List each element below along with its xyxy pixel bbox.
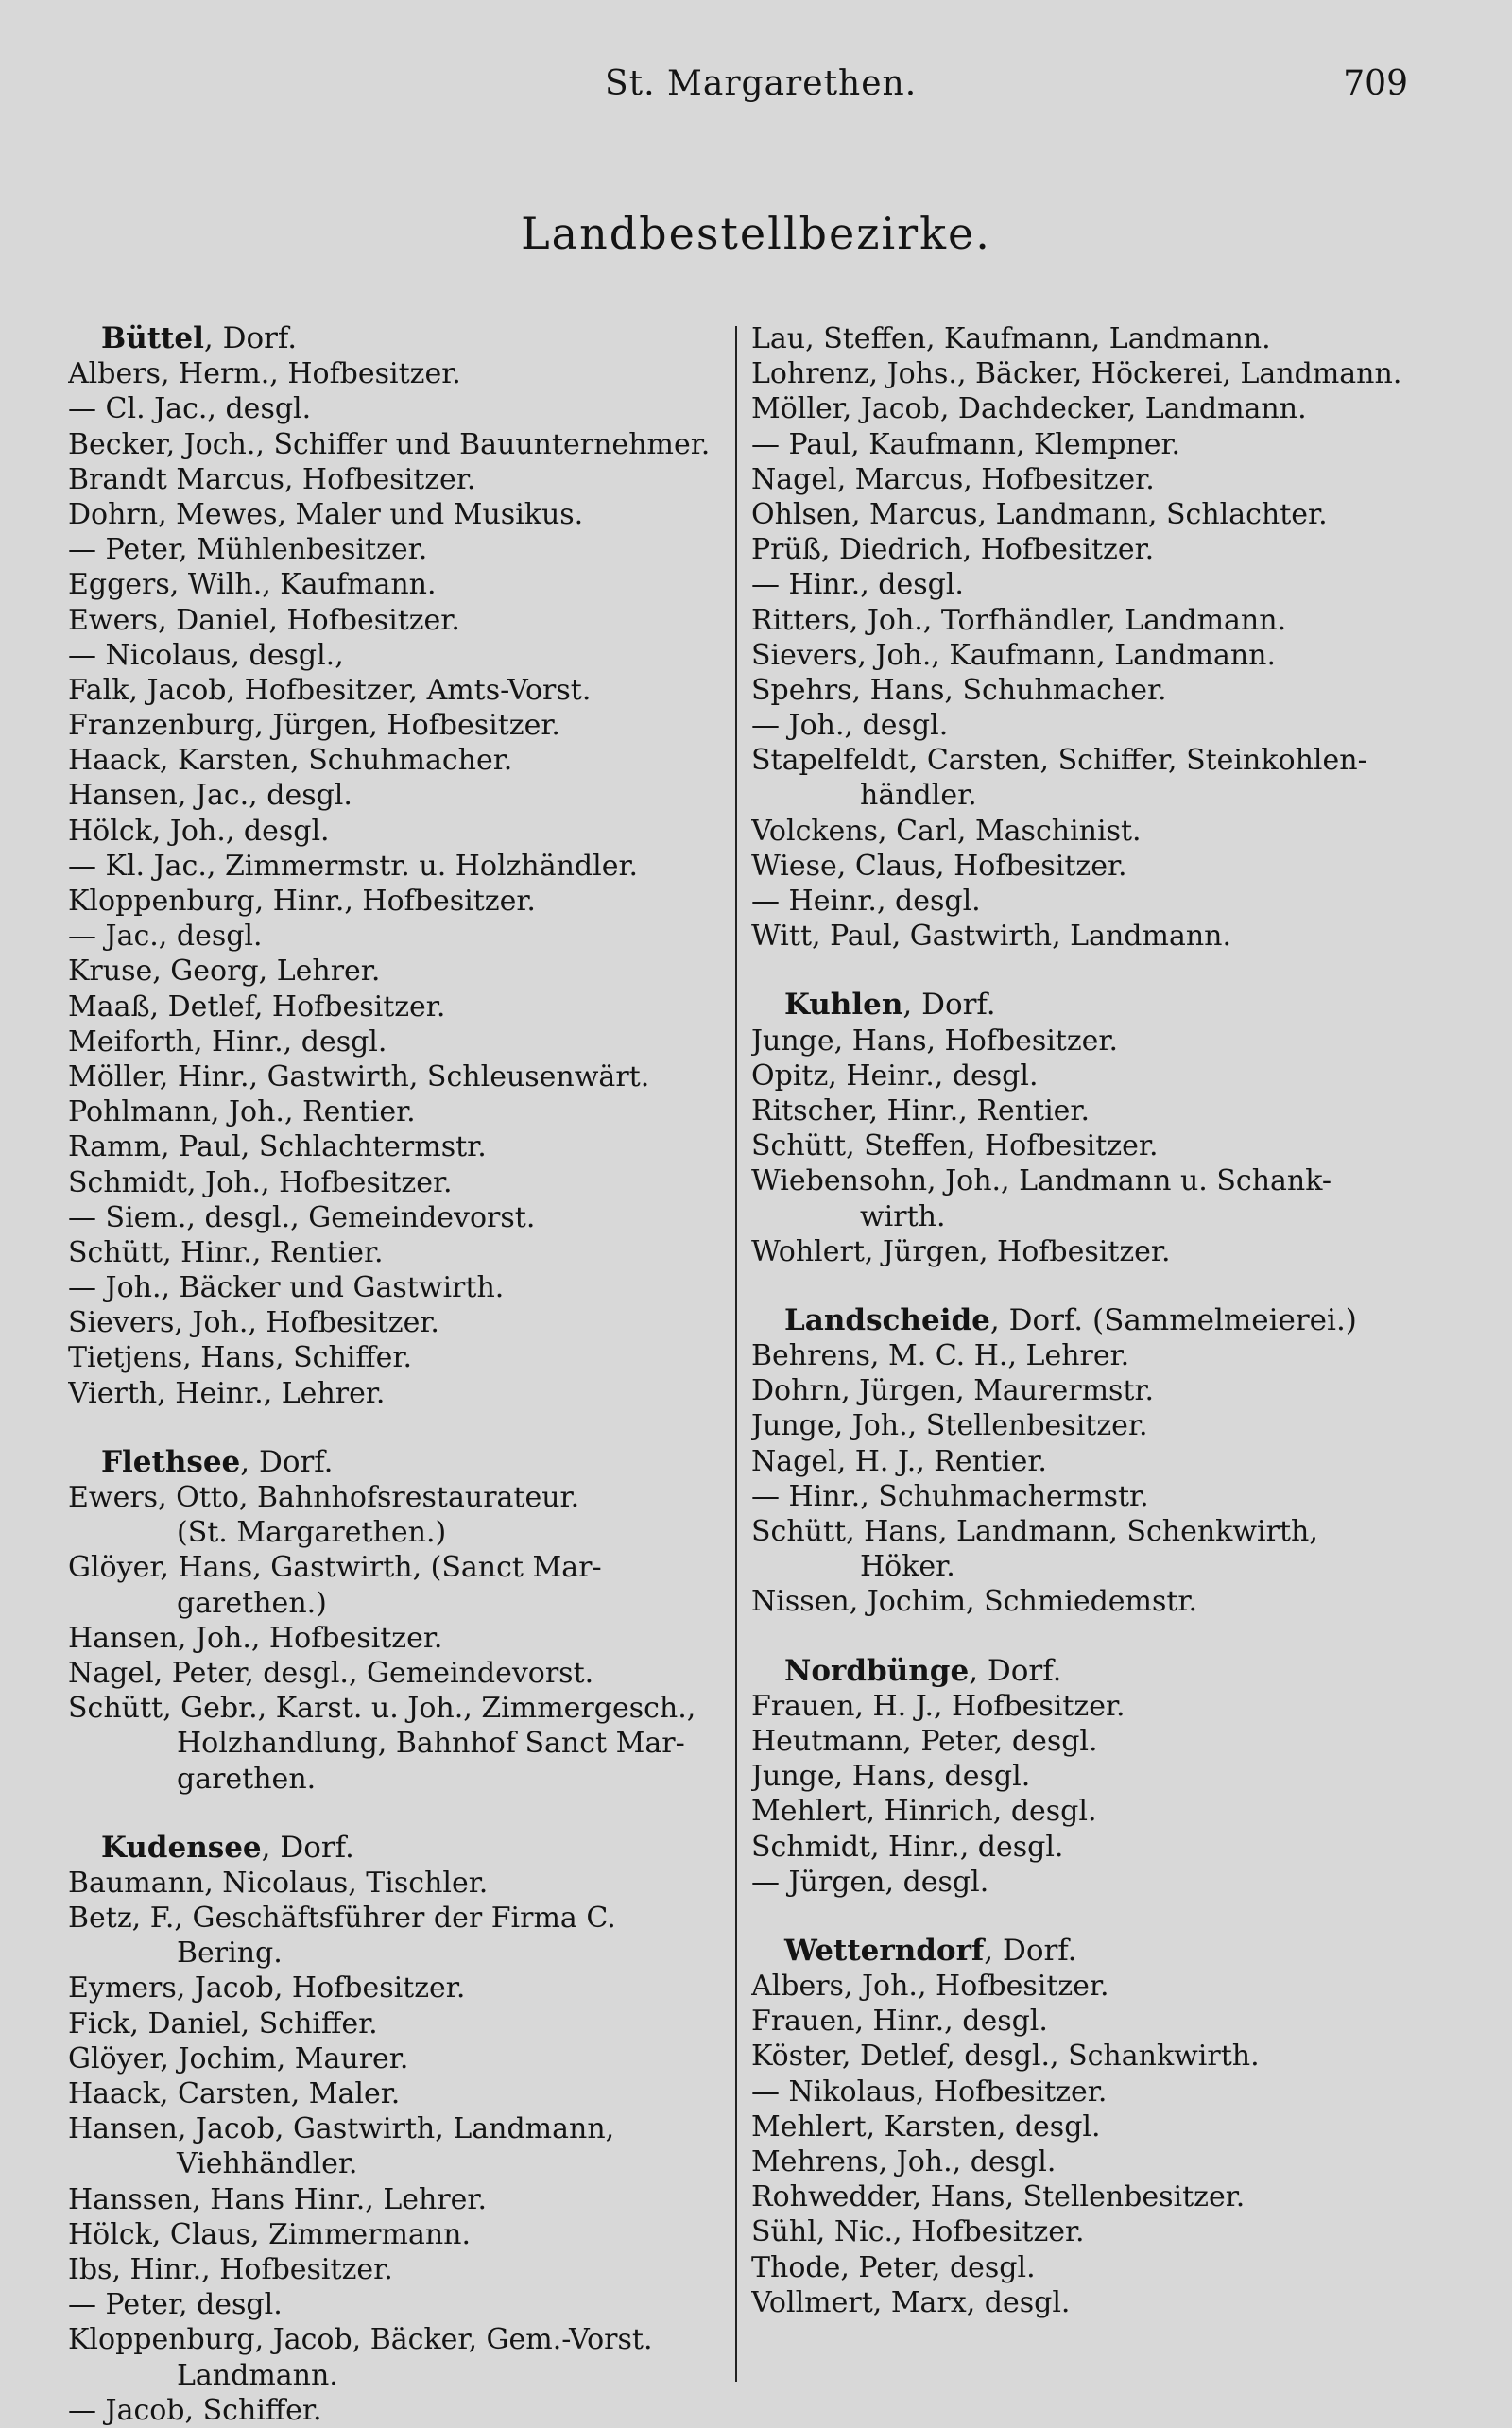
directory-entry: Nagel, Marcus, Hofbesitzer. bbox=[751, 462, 1155, 496]
directory-entry: Kloppenburg, Jacob, Bäcker, Gem.-Vorst. bbox=[68, 2323, 653, 2357]
directory-entry: Falk, Jacob, Hofbesitzer, Amts-Vorst. bbox=[68, 673, 592, 707]
entry-continuation: Viehhändler. bbox=[177, 2147, 358, 2181]
place-heading bbox=[751, 1654, 1413, 1689]
place-name: Kuhlen bbox=[784, 988, 903, 1023]
directory-entry: Spehrs, Hans, Schuhmacher. bbox=[751, 673, 1167, 707]
place-heading bbox=[751, 1934, 1413, 1969]
running-header bbox=[0, 64, 1512, 112]
directory-entry: Meiforth, Hinr., desgl. bbox=[68, 1025, 387, 1059]
place-type: , Dorf. bbox=[240, 1444, 334, 1479]
entry-continuation: händler. bbox=[860, 779, 977, 813]
directory-entry: Ramm, Paul, Schlachtermstr. bbox=[68, 1130, 487, 1164]
directory-entry: Junge, Hans, Hofbesitzer. bbox=[751, 1024, 1119, 1058]
place-name: Büttel bbox=[101, 321, 204, 355]
directory-entry: Fick, Daniel, Schiffer. bbox=[68, 2006, 378, 2041]
directory-entry: Sühl, Nic., Hofbesitzer. bbox=[751, 2215, 1085, 2249]
directory-entry: — Peter, desgl. bbox=[68, 2288, 283, 2322]
directory-entry: Albers, Herm., Hofbesitzer. bbox=[68, 357, 461, 391]
place-heading bbox=[751, 988, 1413, 1023]
directory-entry: — Jac., desgl. bbox=[68, 920, 263, 954]
directory-entry: Möller, Jacob, Dachdecker, Landmann. bbox=[751, 392, 1307, 426]
directory-entry: Sievers, Joh., Hofbesitzer. bbox=[68, 1306, 439, 1340]
left-column bbox=[68, 321, 730, 2428]
directory-entry: — Paul, Kaufmann, Klempner. bbox=[751, 427, 1181, 461]
directory-entry: Behrens, M. C. H., Lehrer. bbox=[751, 1339, 1130, 1373]
directory-entry: Nissen, Jochim, Schmiedemstr. bbox=[751, 1585, 1198, 1619]
directory-entry: Schütt, Steffen, Hofbesitzer. bbox=[751, 1129, 1159, 1163]
directory-entry: Baumann, Nicolaus, Tischler. bbox=[68, 1866, 489, 1900]
directory-entry: Ewers, Otto, Bahnhofsrestaurateur. bbox=[68, 1481, 580, 1514]
directory-entry: — Hinr., Schuhmachermstr. bbox=[751, 1479, 1149, 1513]
directory-entry: — Joh., Bäcker und Gastwirth. bbox=[68, 1271, 505, 1305]
place-type: , Dorf. bbox=[902, 988, 996, 1023]
directory-entry: Dohrn, Mewes, Maler und Musikus. bbox=[68, 497, 584, 531]
directory-entry: Schütt, Hans, Landmann, Schenkwirth, bbox=[751, 1515, 1318, 1548]
section-gap bbox=[68, 1797, 730, 1821]
directory-entry: Nagel, Peter, desgl., Gemeindevorst. bbox=[68, 1656, 594, 1690]
place-type: , Dorf. (Sammelmeierei.) bbox=[989, 1302, 1357, 1337]
directory-entry: Glöyer, Jochim, Maurer. bbox=[68, 2041, 409, 2075]
section-gap bbox=[68, 1411, 730, 1436]
entry-continuation: Landmann. bbox=[177, 2358, 338, 2392]
running-title: St. Margarethen. bbox=[605, 64, 918, 103]
directory-entry: — Heinr., desgl. bbox=[751, 885, 981, 918]
directory-entry: Frauen, Hinr., desgl. bbox=[751, 2005, 1048, 2039]
section-gap bbox=[751, 1269, 1413, 1294]
directory-entry: Mehrens, Joh., desgl. bbox=[751, 2145, 1057, 2178]
directory-entry: Schmidt, Hinr., desgl. bbox=[751, 1830, 1064, 1864]
directory-entry: Ibs, Hinr., Hofbesitzer. bbox=[68, 2252, 393, 2286]
directory-entry: Frauen, H. J., Hofbesitzer. bbox=[751, 1689, 1125, 1723]
directory-entry: — Nicolaus, desgl., bbox=[68, 638, 344, 672]
place-type: , Dorf. bbox=[969, 1653, 1062, 1688]
directory-entry: Schmidt, Joh., Hofbesitzer. bbox=[68, 1165, 453, 1199]
directory-entry: Dohrn, Jürgen, Maurermstr. bbox=[751, 1374, 1155, 1408]
right-column bbox=[751, 321, 1413, 2320]
entry-continuation: wirth. bbox=[860, 1199, 946, 1233]
column-divider bbox=[735, 326, 737, 2382]
place-name: Wetterndorf bbox=[784, 1933, 985, 1968]
directory-entry: Ritters, Joh., Torfhändler, Landmann. bbox=[751, 603, 1287, 637]
directory-entry: Kloppenburg, Hinr., Hofbesitzer. bbox=[68, 885, 536, 918]
directory-entry: Junge, Joh., Stellenbesitzer. bbox=[751, 1409, 1148, 1443]
directory-entry: Sievers, Joh., Kaufmann, Landmann. bbox=[751, 638, 1277, 672]
place-heading bbox=[68, 1831, 730, 1866]
directory-entry: Lohrenz, Johs., Bäcker, Höckerei, Landmann. bbox=[751, 357, 1402, 391]
directory-entry: Brandt Marcus, Hofbesitzer. bbox=[68, 462, 476, 496]
place-type: , Dorf. bbox=[261, 1830, 354, 1865]
directory-entry: Vierth, Heinr., Lehrer. bbox=[68, 1376, 386, 1410]
directory-entry: Junge, Hans, desgl. bbox=[751, 1760, 1031, 1794]
directory-entry: Franzenburg, Jürgen, Hofbesitzer. bbox=[68, 709, 560, 743]
directory-entry: Hansen, Jac., desgl. bbox=[68, 779, 352, 813]
directory-entry: — Cl. Jac., desgl. bbox=[68, 392, 312, 426]
place-name: Flethsee bbox=[101, 1444, 241, 1479]
directory-entry: Nagel, H. J., Rentier. bbox=[751, 1444, 1047, 1478]
directory-entry: Rohwedder, Hans, Stellenbesitzer. bbox=[751, 2180, 1246, 2214]
directory-entry: Lau, Steffen, Kaufmann, Landmann. bbox=[751, 322, 1271, 355]
directory-entry: Maaß, Detlef, Hofbesitzer. bbox=[68, 990, 446, 1024]
place-heading bbox=[68, 1445, 730, 1480]
entry-continuation: Bering. bbox=[177, 1937, 283, 1971]
directory-entry: Glöyer, Hans, Gastwirth, (Sanct Mar- bbox=[68, 1551, 602, 1585]
directory-entry: Wohlert, Jürgen, Hofbesitzer. bbox=[751, 1234, 1171, 1268]
directory-entry: Schütt, Gebr., Karst. u. Joh., Zimmergesch., bbox=[68, 1692, 696, 1726]
directory-entry: Prüß, Diedrich, Hofbesitzer. bbox=[751, 533, 1155, 567]
directory-entry: Tietjens, Hans, Schiffer. bbox=[68, 1341, 413, 1375]
directory-entry: Wiese, Claus, Hofbesitzer. bbox=[751, 849, 1127, 883]
directory-entry: Becker, Joch., Schiffer und Bauunternehmer. bbox=[68, 427, 711, 461]
directory-entry: — Hinr., desgl. bbox=[751, 568, 964, 602]
place-type: , Dorf. bbox=[203, 321, 298, 355]
directory-entry: Hölck, Claus, Zimmermann. bbox=[68, 2217, 472, 2251]
directory-entry: — Nikolaus, Hofbesitzer. bbox=[751, 2075, 1108, 2109]
directory-entry: Ritscher, Hinr., Rentier. bbox=[751, 1093, 1091, 1128]
directory-entry: — Kl. Jac., Zimmermstr. u. Holzhändler. bbox=[68, 849, 639, 883]
directory-entry: Heutmann, Peter, desgl. bbox=[751, 1724, 1098, 1758]
page-number: 709 bbox=[1343, 64, 1408, 103]
section-gap bbox=[751, 1620, 1413, 1644]
directory-entry: Hansen, Joh., Hofbesitzer. bbox=[68, 1621, 443, 1655]
directory-entry: — Jacob, Schiffer. bbox=[68, 2393, 322, 2427]
section-title: Landbestellbezirke. bbox=[521, 208, 991, 259]
entry-continuation: garethen. bbox=[177, 1762, 317, 1796]
section-gap bbox=[751, 1900, 1413, 1924]
directory-entry: Haack, Karsten, Schuhmacher. bbox=[68, 744, 513, 778]
place-type: , Dorf. bbox=[984, 1933, 1077, 1968]
directory-entry: Witt, Paul, Gastwirth, Landmann. bbox=[751, 920, 1232, 954]
directory-entry: Eggers, Wilh., Kaufmann. bbox=[68, 568, 437, 602]
directory-entry: Ohlsen, Marcus, Landmann, Schlachter. bbox=[751, 497, 1328, 531]
directory-entry: Hansen, Jacob, Gastwirth, Landmann, bbox=[68, 2112, 615, 2146]
directory-entry: Mehlert, Hinrich, desgl. bbox=[751, 1795, 1097, 1829]
directory-entry: Albers, Joh., Hofbesitzer. bbox=[751, 1970, 1109, 2004]
directory-entry: Wiebensohn, Joh., Landmann u. Schank- bbox=[751, 1164, 1332, 1198]
place-heading bbox=[751, 1303, 1413, 1338]
directory-entry: Mehlert, Karsten, desgl. bbox=[751, 2109, 1101, 2144]
place-name: Landscheide bbox=[784, 1302, 990, 1337]
entry-continuation: garethen.) bbox=[177, 1586, 327, 1620]
directory-entry: Hanssen, Hans Hinr., Lehrer. bbox=[68, 2182, 488, 2216]
section-gap bbox=[751, 954, 1413, 978]
directory-entry: — Joh., desgl. bbox=[751, 709, 949, 743]
directory-entry: Hölck, Joh., desgl. bbox=[68, 814, 330, 848]
directory-entry: Pohlmann, Joh., Rentier. bbox=[68, 1095, 416, 1129]
place-name: Nordbünge bbox=[784, 1653, 970, 1688]
directory-entry: Stapelfeldt, Carsten, Schiffer, Steinkohlen- bbox=[751, 744, 1367, 778]
directory-entry: — Jürgen, desgl. bbox=[751, 1865, 989, 1899]
place-name: Kudensee bbox=[101, 1830, 262, 1865]
directory-entry: Eymers, Jacob, Hofbesitzer. bbox=[68, 1972, 466, 2006]
place-heading bbox=[68, 321, 730, 356]
entry-continuation: Holzhandlung, Bahnhof Sanct Mar- bbox=[177, 1727, 685, 1761]
directory-entry: — Peter, Mühlenbesitzer. bbox=[68, 533, 428, 567]
entry-continuation: Höker. bbox=[860, 1550, 955, 1584]
directory-entry: Schütt, Hinr., Rentier. bbox=[68, 1235, 384, 1269]
directory-entry: Haack, Carsten, Maler. bbox=[68, 2077, 401, 2110]
directory-entry: Kruse, Georg, Lehrer. bbox=[68, 955, 381, 989]
directory-entry: Möller, Hinr., Gastwirth, Schleusenwärt. bbox=[68, 1059, 650, 1093]
directory-entry: Volckens, Carl, Maschinist. bbox=[751, 814, 1142, 848]
directory-entry: Köster, Detlef, desgl., Schankwirth. bbox=[751, 2040, 1260, 2074]
directory-entry: Ewers, Daniel, Hofbesitzer. bbox=[68, 603, 460, 637]
directory-entry: Vollmert, Marx, desgl. bbox=[751, 2285, 1071, 2319]
directory-entry: Betz, F., Geschäftsführer der Firma C. bbox=[68, 1902, 616, 1936]
directory-entry: Thode, Peter, desgl. bbox=[751, 2250, 1036, 2284]
directory-entry: Opitz, Heinr., desgl. bbox=[751, 1059, 1039, 1093]
entry-continuation: (St. Margarethen.) bbox=[177, 1516, 447, 1550]
directory-entry: — Siem., desgl., Gemeindevorst. bbox=[68, 1200, 536, 1234]
